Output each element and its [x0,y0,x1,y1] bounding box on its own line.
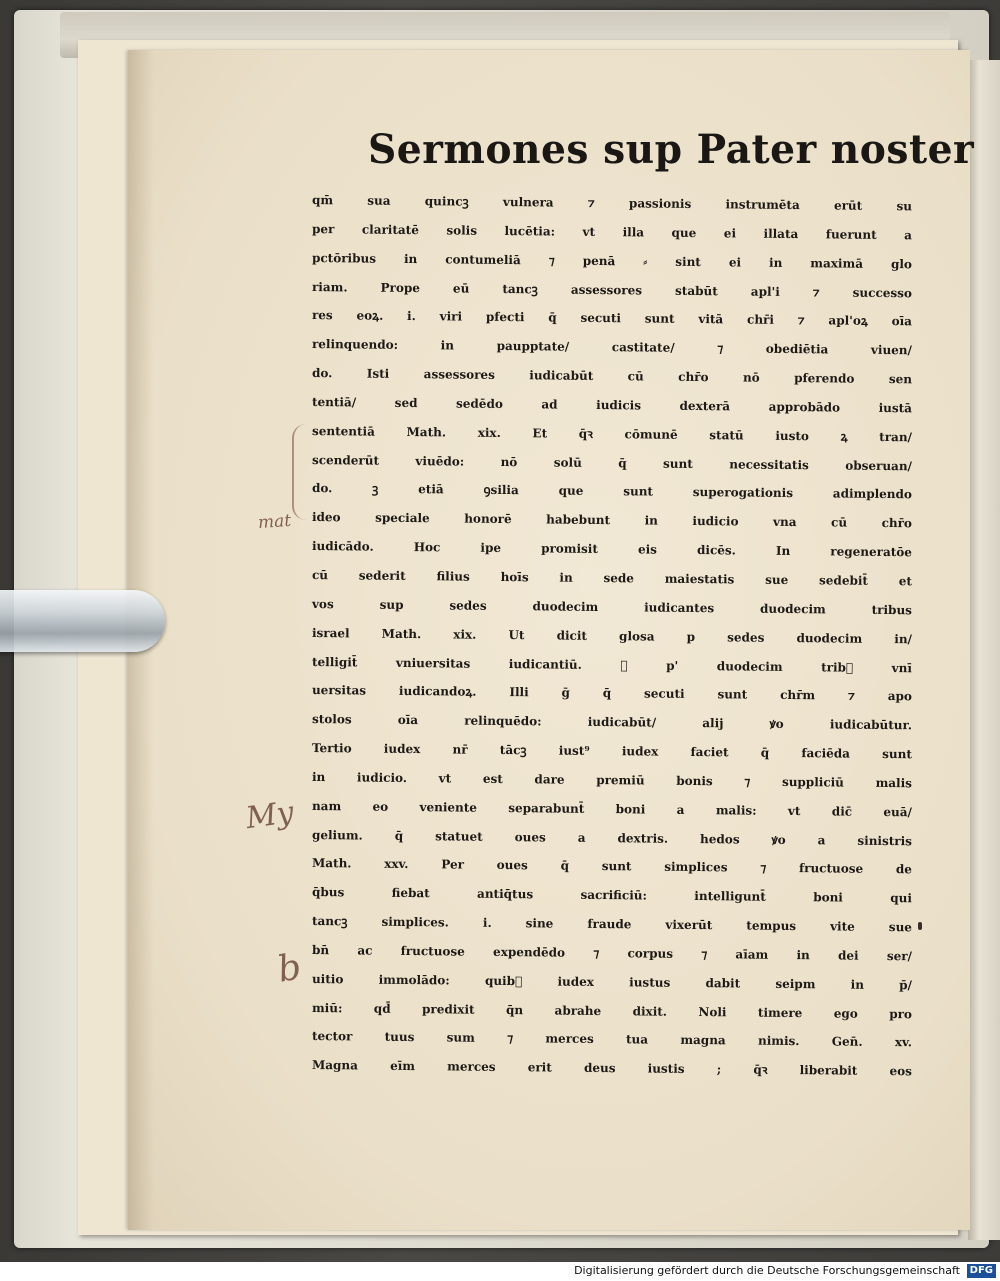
text-line-content: nam eo veniente separabunt̄ boni a malis: vt dic̄ euā/ [311,798,913,820]
text-line-content: stolos oīa relinquēdo: iudicabūt/ alij ꝟo iudicabūtur. [311,712,913,733]
text-line-content: telligit̄ vniuersitas iudicantiū. ⁊ p' duodecim trib᷑ vnī [311,654,913,675]
text-line-content: pctōribus in contumeliā ⁊ penā ⸗ sint ei in maximā glo [311,250,913,271]
text-line-content: sententiā Math. xix. Et q̄ꝛ cōmunē statū iusto ꝝ tran/ [311,423,913,445]
text-line-content: do. ꝫ etiā ꝯsilia que sunt superogationis adimplendo [311,481,913,502]
body-text [312,186,912,1080]
marginal-note-my: My [243,794,296,837]
text-line-content: riam. Prope eū tancꝫ assessores stabūt apl'i ⁊ successo [311,279,913,300]
text-line-content: qm̄ sua quincꝫ vulnera ⁊ passionis instrumēta erūt su [311,193,913,214]
running-title: Sermones sup Pater noster [368,126,975,173]
ink-mark [918,922,922,930]
text-line-content: q̄bus fiebat antiq̄tus sacrificiū: intelligunt̄ boni qui [311,885,913,906]
text-line-content: vos sup sedes duodecim iudicantes duodecim tribus [311,596,913,618]
text-line-content: gelium. q̄ statuet oues a dextris. hedos ꝟo a sinistris [311,827,913,848]
margin-bracket [292,424,310,520]
text-line-content: scenderūt viuēdo: nō solū q̄ sunt necessitatis obseruan/ [311,452,913,473]
text-line-content: tentiā/ sed sedēdo ad iudicis dexterā approbādo iustā [311,394,913,416]
text-line-content: relinquendo: in paupptate/ castitate/ ⁊ obediētia viuen/ [311,337,913,358]
footer-credit: Digitalisierung gefördert durch die Deutsche Forschungsgemeinschaft [574,1264,960,1277]
text-line-content: bn̄ ac fructuose expendēdo ⁊ corpus ⁊ aīam in dei ser/ [311,942,913,964]
book-fore-edge [968,60,1000,1240]
text-line-content: Tertio iudex nr̄ tācꝫ iust⁹ iudex faciet q̄ faciēda sunt [311,741,913,762]
marginal-note-b: b [274,946,305,991]
text-line-content: in iudicio. vt est dare premiū bonis ⁊ suppliciū malis [311,769,913,791]
text-line-content: cū sederit filius hoīs in sede maiestatis sue sedebit̄ et [311,567,913,589]
text-line-content: uitio immolādo: quib᷑ iudex iustus dabit seipm in p̄/ [311,971,913,993]
text-line-content: do. Isti assessores iudicabūt cū chr̄o nō pferendo sen [311,366,913,387]
page-clip-holder [0,590,165,652]
text-line-content: miū: qd̄ predixit q̄n abrahe dixit. Noli timere ego pro [311,1000,913,1021]
marginal-note-mat: mat [257,510,292,534]
text-line-content: iudicādo. Hoc ipe promisit eis dicēs. In regeneratōe [311,539,913,560]
text-line-content: tector tuus sum ⁊ merces tua magna nimis. Gen̄. xv. [311,1029,913,1050]
text-line-content: Magna eīm merces erit deus iustis ; q̄ꝛ liberabit eos [311,1058,913,1079]
dfg-logo-icon: DFG [967,1264,996,1278]
text-line-content: uersitas iudicandoꝝ. Illi ḡ q̄ secuti sunt chr̄m ⁊ apo [311,683,913,704]
text-line-content: ideo speciale honorē habebunt in iudicio vna cū chr̄o [311,510,913,531]
text-line-content: tancꝫ simplices. i. sine fraude vixerūt tempus vite sue [311,914,913,935]
text-line-content: Math. xxv. Per oues q̄ sunt simplices ⁊ fructuose de [311,856,913,877]
text-line-content: israel Math. xix. Ut dicit glosa p sedes duodecim in/ [311,625,913,646]
text-line-content: per claritatē solis lucētia: vt illa que ei illata fuerunt a [311,221,913,243]
footer-bar [0,1262,1000,1281]
text-line-content: res eoꝝ. i. viri pfecti q̄ secuti sunt vitā chr̄i ⁊ apl'oꝝ oīa [311,308,913,329]
